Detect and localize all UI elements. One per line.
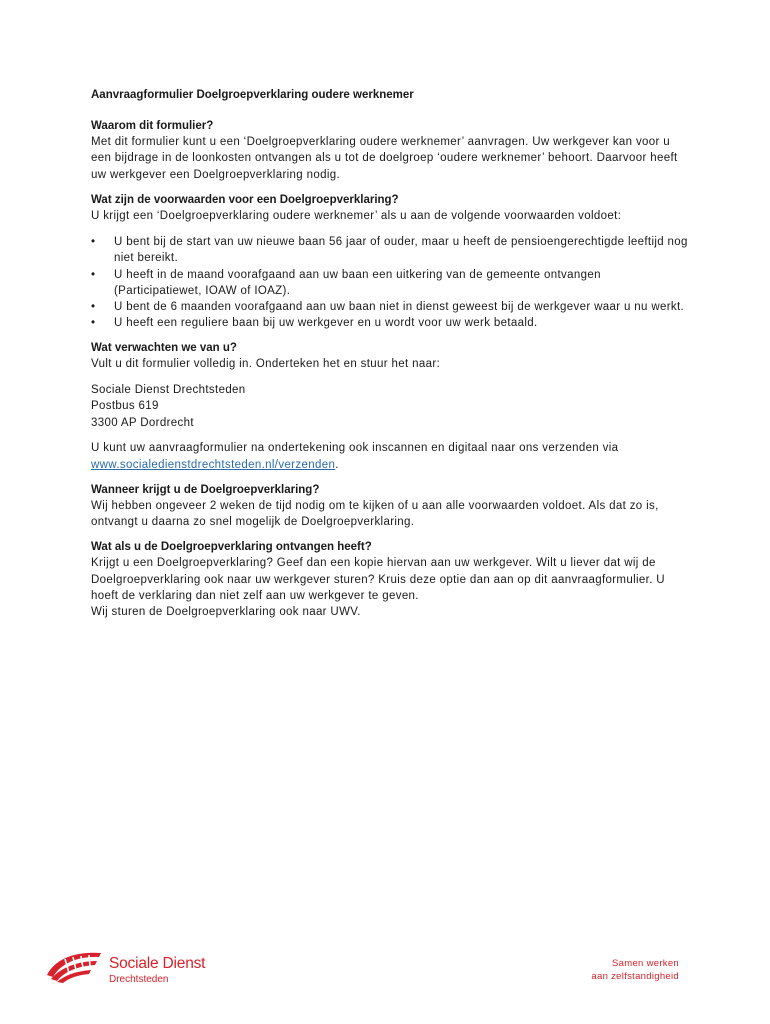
bullet-icon: • [91, 268, 96, 281]
section-after [91, 539, 691, 620]
tagline-line: aan zelfstandigheid [591, 971, 679, 982]
tagline-line: Samen werken [612, 958, 679, 969]
logo-name: Sociale Dienst [109, 955, 206, 972]
document-title: Aanvraagformulier Doelgroepverklaring oudere werknemer [91, 89, 414, 101]
section-paragraph: Wij hebben ongeveer 2 weken de tijd nodig om te kijken of u aan alle voorwaarden voldoet. Als dat zo is, ontvangt u daarna zo snel mogelijk de Doelgroepverklaring. [91, 499, 659, 529]
list-item [91, 267, 691, 299]
digital-submission-text [91, 440, 691, 473]
address-line: Sociale Dienst Drechtsteden [91, 383, 246, 396]
section-heading: Wat zijn de voorwaarden voor een Doelgroepverklaring? [91, 193, 399, 206]
section-heading: Wat verwachten we van u? [91, 342, 237, 355]
section-heading: Waarom dit formulier? [91, 120, 214, 132]
section-expectations [91, 340, 691, 472]
sociale-dienst-logo-icon [45, 945, 107, 985]
address-line: Postbus 619 [91, 400, 159, 413]
bullet-icon: • [91, 317, 96, 330]
section-paragraph: U krijgt een ‘Doelgroepverklaring oudere werknemer’ als u aan de volgende voorwaarden voldoet: [91, 209, 622, 222]
footer-tagline [591, 957, 679, 983]
list-item-text: U heeft een reguliere baan bij uw werkgever en u wordt voor uw werk betaald. [114, 317, 538, 330]
list-item-text: U bent de 6 maanden voorafgaand aan uw baan niet in dienst geweest bij de werkgever waar u nu werkt. [114, 301, 685, 313]
section-why [91, 118, 691, 183]
address-line: 3300 AP Dordrecht [91, 416, 194, 429]
section-when [91, 482, 691, 531]
list-item [91, 299, 691, 315]
section-paragraph: Wij sturen de Doelgroepverklaring ook naar UWV. [91, 606, 361, 619]
section-heading: Wanneer krijgt u de Doelgroepverklaring? [91, 483, 320, 496]
bullet-icon: • [91, 301, 96, 313]
list-item [91, 315, 691, 331]
submission-link[interactable]: www.socialedienstdrechtsteden.nl/verzenden [91, 458, 336, 471]
list-item [91, 234, 691, 266]
logo-subtitle: Drechtsteden [109, 974, 169, 985]
postal-address [91, 382, 691, 432]
link-suffix: . [335, 458, 339, 471]
bullet-icon: • [91, 236, 96, 249]
section-paragraph: Krijgt u een Doelgroepverklaring? Geef dan een kopie hiervan aan uw werkgever. Wilt u liever dat wij de Doelgroepverklaring ook naar uw werkgever sturen? Kruis deze optie dan aan op dit aanvraagformulier. U hoeft de verklaring dan niet zelf aan uw werkgever te geven. [91, 557, 665, 602]
section-paragraph: Met dit formulier kunt u een ‘Doelgroepverklaring oudere werknemer’ aanvragen. Uw werkgever kan voor u een bijdrage in de loonkosten ontvangen als u tot de doelgroep ‘oudere werknemer’ behoort. Daarvoor heeft uw werkgever een Doelgroepverklaring nodig. [91, 136, 678, 181]
list-item-text: U heeft in de maand voorafgaand aan uw baan een uitkering van de gemeente ontvangen (Participatiewet, IOAW of IOAZ). [114, 268, 601, 297]
section-heading: Wat als u de Doelgroepverklaring ontvangen heeft? [91, 541, 372, 554]
organization-logo [45, 945, 245, 990]
document-body [91, 87, 691, 630]
conditions-list [91, 234, 691, 331]
digital-text: U kunt uw aanvraagformulier na ondertekening ook inscannen en digitaal naar ons verzenden via [91, 442, 619, 455]
section-paragraph: Vult u dit formulier volledig in. Onderteken het en stuur het naar: [91, 358, 441, 371]
list-item-text: U bent bij de start van uw nieuwe baan 56 jaar of ouder, maar u heeft de pensioengerechtigde leeftijd nog niet bereikt. [114, 236, 688, 265]
section-conditions [91, 192, 691, 332]
